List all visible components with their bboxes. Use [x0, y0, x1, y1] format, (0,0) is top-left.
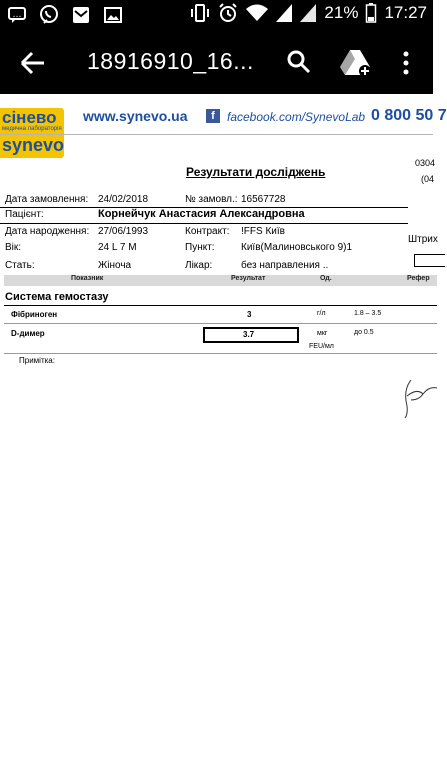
table-row-name: Фібриноген [11, 310, 58, 319]
facebook-link[interactable]: facebook.com/SynevoLab [227, 110, 366, 124]
logo-text-en: synevo [2, 135, 65, 155]
table-row-unit: мкг [317, 330, 328, 337]
patient-name: Корнейчук Анастасия Александровна [98, 208, 305, 220]
order-number-value: 16567728 [241, 194, 286, 205]
results-title: Результати досліджень [186, 165, 326, 179]
search-icon[interactable] [286, 49, 312, 75]
col-indicator: Показник [71, 275, 104, 282]
doctor-value: без направления .. [241, 260, 329, 271]
note-label: Примітка: [19, 356, 55, 365]
table-row-name: D-димер [11, 329, 45, 338]
table-row-value: 3.7 [243, 330, 255, 339]
section-title: Система гемостазу [5, 291, 109, 303]
code-line-2: (04 [421, 174, 435, 184]
facebook-icon: f [206, 109, 220, 123]
battery-percent: 21% [324, 3, 359, 22]
gallery-icon [102, 4, 124, 26]
fields-divider [0, 223, 408, 224]
header-divider [0, 134, 433, 135]
google-drive-add-icon[interactable] [340, 48, 372, 78]
clock: 17:27 [384, 3, 427, 22]
col-result: Результат [231, 275, 266, 282]
logo-subtitle: медична лабораторія [2, 126, 62, 132]
vibrate-icon [190, 3, 210, 23]
notification-icons [6, 4, 124, 26]
sex-value: Жіноча [98, 260, 132, 271]
barcode-box [414, 254, 445, 267]
code-line-1: 0304 [415, 158, 436, 168]
row-divider [4, 353, 437, 354]
viber-icon [38, 4, 60, 26]
alarm-icon [218, 3, 238, 23]
synevo-logo [0, 108, 64, 158]
document-title: 18916910_16... [87, 48, 254, 74]
doctor-label: Лікар: [185, 260, 213, 271]
battery-icon [366, 3, 376, 23]
table-row-value: 3 [247, 310, 252, 319]
signal-icon [300, 4, 316, 22]
barcode-label: Штрих [408, 234, 438, 245]
dob-value: 27/06/1993 [98, 226, 149, 237]
mail-icon [70, 4, 92, 26]
order-date-value: 24/02/2018 [98, 194, 149, 205]
pdf-page[interactable] [0, 94, 447, 770]
table-row-unit: г/л [317, 310, 326, 317]
col-unit: Од. [320, 275, 332, 282]
phone-number: 0 800 50 7 [371, 107, 447, 124]
svg-text:…: … [12, 10, 22, 20]
age-value: 24 L 7 M [98, 242, 137, 253]
point-label: Пункт: [185, 242, 215, 253]
section-divider [4, 305, 437, 306]
results-table-header [4, 275, 437, 286]
back-arrow-icon[interactable] [18, 49, 48, 77]
website-link[interactable]: www.synevo.ua [83, 108, 188, 124]
patient-label: Пацієнт: [5, 209, 44, 220]
system-icons [190, 3, 427, 23]
logo-text-ua: сінево [2, 108, 57, 127]
contract-label: Контракт: [185, 226, 230, 237]
col-reference: Рефер [407, 275, 430, 282]
order-date-label: Дата замовлення: [5, 194, 89, 205]
signal-icon [276, 4, 292, 22]
signature-mark [399, 376, 439, 421]
row-divider [4, 323, 437, 324]
table-row-unit-2: FEU/мл [309, 343, 334, 350]
app-toolbar [0, 31, 433, 94]
sex-label: Стать: [5, 260, 35, 271]
contract-value: !FFS Київ [241, 226, 285, 237]
more-vert-icon[interactable] [398, 48, 414, 78]
table-row-reference: 1.8 – 3.5 [354, 310, 382, 317]
table-row-reference: до 0.5 [354, 329, 374, 336]
status-bar [0, 0, 433, 31]
wifi-icon [246, 4, 268, 22]
age-label: Вік: [5, 242, 22, 253]
message-icon [6, 4, 28, 26]
point-value: Київ(Малиновського 9)1 [241, 242, 353, 253]
order-number-label: № замовл.: [185, 194, 238, 205]
dob-label: Дата народження: [5, 226, 90, 237]
